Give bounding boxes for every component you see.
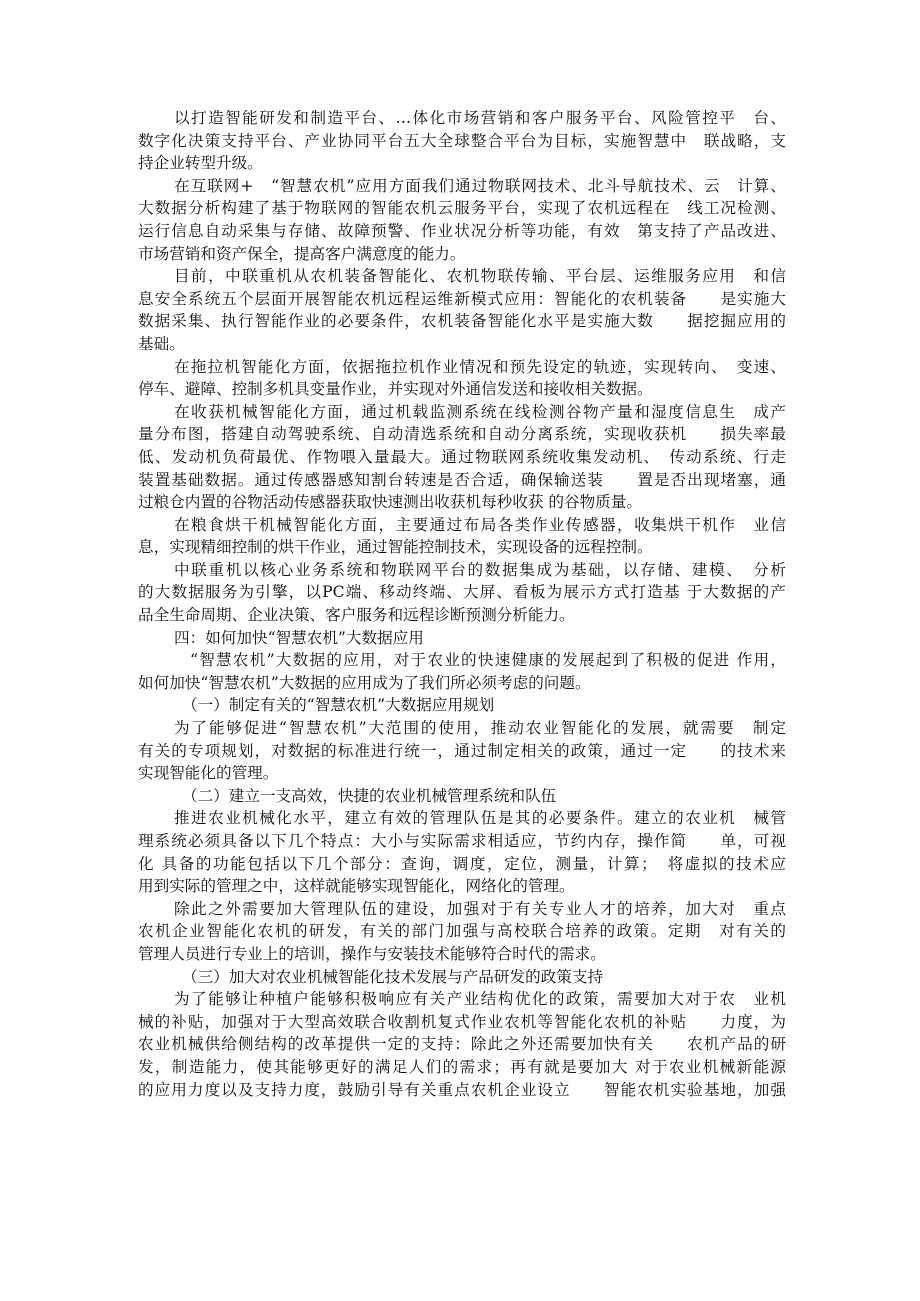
text-line: 目前，中联重机从农机装备智能化、农机物联传输、平台层、运维服务应用 和信 [174,267,786,286]
text-line: 基础。 [138,334,185,353]
text-line: 的应用力度以及支持力度，鼓励引导有关重点农机企业设立 智能农机实验基地，加强 [138,1080,786,1099]
text-line: 农机企业智能化农机的研发，有关的部门加强与高校联合培养的政策。定期 对有关的 [138,922,786,941]
text-line: 在互联网+ “智慧农机”应用方面我们通过物联网技术、北斗导航技术、云 计算、 [174,176,786,195]
text-line: 发，制造能力，使其能够更好的满足人们的需求；再有就是要加大 对于农业机械新能源 [138,1057,786,1076]
text-line: 停车、避障、控制多机具变量作业，并实现对外通信发送和接收相关数据。 [138,380,653,399]
text-line: 装置基础数据。通过传感器感知割台转速是否合适，确保输送装 置是否出现堵塞，通 [138,470,786,489]
text-line: （三）加大对农业机械智能化技术发展与产品研发的政策支持 [182,967,604,986]
text-line: “智慧农机”大数据的应用，对于农业的快速健康的发展起到了积极的促进 作用， [190,651,786,670]
text-line: 管理人员进行专业上的培训，操作与安装技术能够符合时代的需求。 [138,944,606,963]
text-line: 理系统必须具备以下几个特点：大小与实际需求相适应，节约内存，操作简 单，可视 [138,832,786,850]
text-line: 低、发动机负荷最优、作物喂入量最大。通过物联网系统收集发动机、 传动系统、行走 [138,447,786,466]
text-line: 推进农业机械化水平，建立有效的管理队伍是其的必要条件。建立的农业机 械管 [174,809,786,828]
text-line: 中联重机以核心业务系统和物联网平台的数据集成为基础，以存储、建模、 分析 [174,560,786,579]
text-line: 的大数据服务为引擎，以PC端、移动终端、大屏、看板为展示方式打造基 于大数据的产 [138,583,786,602]
text-line: 以打造智能研发和制造平台、…体化市场营销和客户服务平台、风险管控平 台、 [174,109,786,127]
text-line: 持企业转型升级。 [138,154,263,173]
text-line: 农业机械供给侧结构的改革提供一定的支持：除此之外还需要加快有关 农机产品的研 [138,1035,786,1054]
text-line: （一）制定有关的“智慧农机”大数据应用规划 [182,696,495,715]
text-line: 数字化决策支持平台、产业协同平台五大全球整合平台为目标，实施智慧中 联战略，支 [138,131,786,150]
text-line: 息，实现精细控制的烘干作业，通过智能控制技术，实现设备的远程控制。 [138,538,653,557]
text-line: 除此之外需要加大管理队伍的建设，加强对于有关专业人才的培养，加大对 重点 [174,899,786,918]
text-line: 化 具备的功能包括以下几个部分：查询，调度，定位，测量，计算； 将虚拟的技术应 [138,854,786,873]
text-line: 市场营销和资产保全，提高客户满意度的能力。 [138,244,466,263]
text-line: （二）建立一支高效，快捷的农业机械管理系统和队伍 [182,786,557,805]
text-line: 大数据分析构建了基于物联网的智能农机云服务平台，实现了农机远程在 线工况检测、 [138,199,786,218]
text-line: 量分布图，搭建自动驾驶系统、自动清选系统和自动分离系统，实现收获机 损失率最 [138,425,786,444]
text-line: 用到实际的管理之中，这样就能够实现智能化，网络化的管理。 [138,877,575,896]
text-line: 品全生命周期、企业决策、客户服务和远程诊断预测分析能力。 [138,606,575,625]
document-body [138,107,786,1101]
text-line: 在粮食烘干机械智能化方面，主要通过布局各类作业传感器，收集烘干机作 业信 [174,515,786,534]
text-line: 械的补贴，加强对于大型高效联合收割机复式作业农机等智能化农机的补贴 力度，为 [138,1012,786,1031]
text-line: 为了能够让种植户能够积极响应有关产业结构优化的政策，需要加大对于农 业机 [174,990,786,1009]
text-line: 如何加快“智慧农机”大数据的应用成为了我们所必须考虑的问题。 [138,673,591,692]
text-line: 四：如何加快“智慧农机”大数据应用 [174,628,424,647]
text-line: 数据采集、执行智能作业的必要条件，农机装备智能化水平是实施大数 据挖掘应用的 [138,312,786,331]
text-line: 在收获机械智能化方面，通过机载监测系统在线检测谷物产量和湿度信息生 成产 [174,402,786,421]
text-line: 运行信息自动采集与存储、故障预警、作业状况分析等功能，有效 第支持了产品改进、 [138,221,786,240]
text-line: 息安全系统五个层面开展智能农机远程运维新模式应用：智能化的农机装备 是实施大 [138,289,786,308]
text-line: 为了能够促进“智慧农机”大范围的使用，推动农业智能化的发展，就需要 制定 [174,719,786,738]
text-line: 实现智能化的管理。 [138,764,279,783]
text-line: 在拖拉机智能化方面，依据拖拉机作业情况和预先设定的轨迹，实现转向、 变速、 [174,357,786,376]
text-line: 过粮仓内置的谷物活动传感器获取快速测出收获机每秒收获 的谷物质量。 [138,493,642,512]
text-line: 有关的专项规划，对数据的标准进行统一，通过制定相关的政策，通过一定 的技术来 [138,741,786,760]
